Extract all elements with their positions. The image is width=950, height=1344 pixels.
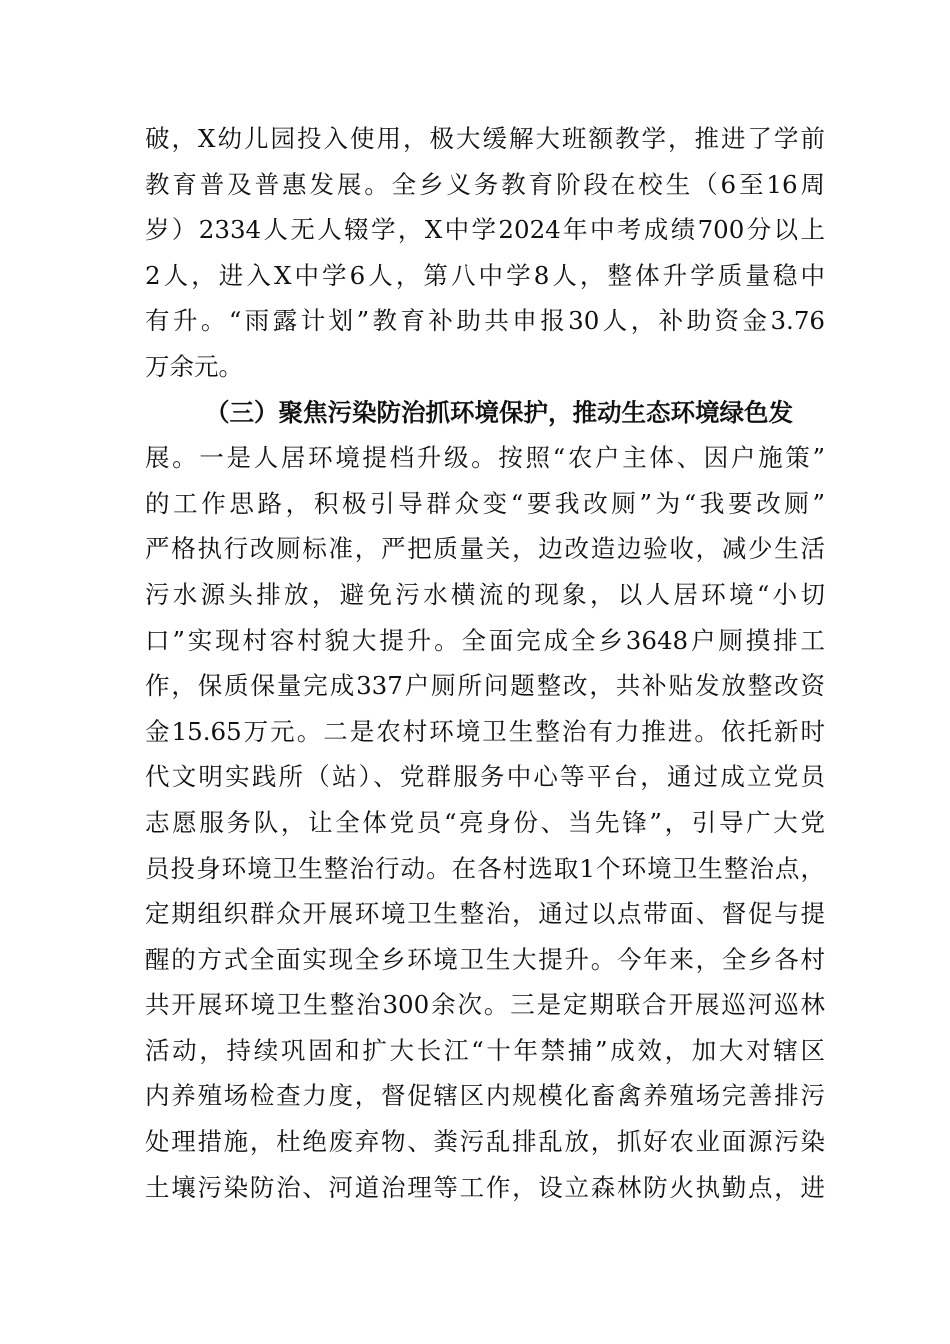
paragraph-2-line-3: 严格执行改厕标准，严把质量关，边改造边验收，减少生活 (145, 534, 825, 564)
section-heading: （三）聚焦污染防治抓环境保护，推动生态环境绿色发 (205, 397, 793, 427)
paragraph-2-line-15: 内养殖场检查力度，督促辖区内规模化畜禽养殖场完善排污 (145, 1081, 825, 1111)
paragraph-2-line-10: 员投身环境卫生整治行动。在各村选取1个环境卫生整治点， (145, 853, 825, 883)
paragraph-2-line-11: 定期组织群众开展环境卫生整治，通过以点带面、督促与提 (145, 899, 825, 929)
paragraph-1-line-5: 有升。“雨露计划”教育补助共申报30人，补助资金3.76 (145, 306, 825, 336)
paragraph-2-line-5: 口”实现村容村貌大提升。全面完成全乡3648户厕摸排工 (145, 625, 825, 655)
paragraph-1-line-1: 破，X幼儿园投入使用，极大缓解大班额教学，推进了学前 (145, 124, 825, 153)
paragraph-2-line-1: 展。一是人居环境提档升级。按照“农户主体、因户施策” (145, 443, 825, 473)
paragraph-2-line-6: 作，保质保量完成337户厕所问题整改，共补贴发放整改资 (145, 671, 825, 701)
paragraph-1-line-6: 万余元。 (145, 351, 243, 381)
paragraph-2-line-9: 志愿服务队，让全体党员“亮身份、当先锋”，引导广大党 (145, 807, 825, 837)
paragraph-2-line-2: 的工作思路，积极引导群众变“要我改厕”为“我要改厕” (145, 488, 825, 518)
paragraph-2-line-16: 处理措施，杜绝废弃物、粪污乱排乱放，抓好农业面源污染 (145, 1127, 825, 1157)
paragraph-2-line-12: 醒的方式全面实现全乡环境卫生大提升。今年来，全乡各村 (145, 944, 825, 974)
paragraph-2-line-7: 金15.65万元。二是农村环境卫生整治有力推进。依托新时 (145, 716, 825, 746)
paragraph-2-line-17: 土壤污染防治、河道治理等工作，设立森林防火执勤点，进 (145, 1172, 825, 1202)
paragraph-1-line-4: 2人，进入X中学6人，第八中学8人，整体升学质量稳中 (145, 260, 825, 290)
paragraph-2-line-4: 污水源头排放，避免污水横流的现象，以人居环境“小切 (145, 579, 825, 609)
paragraph-2-line-13: 共开展环境卫生整治300余次。三是定期联合开展巡河巡林 (145, 990, 825, 1020)
paragraph-1-line-2: 教育普及普惠发展。全乡义务教育阶段在校生（6至16周 (145, 169, 825, 199)
paragraph-2-line-14: 活动，持续巩固和扩大长江“十年禁捕”成效，加大对辖区 (145, 1035, 825, 1065)
body-text (145, 116, 825, 1210)
paragraph-1-line-3: 岁）2334人无人辍学，X中学2024年中考成绩700分以上 (145, 215, 825, 245)
paragraph-2-line-8: 代文明实践所（站）、党群服务中心等平台，通过成立党员 (145, 762, 825, 792)
